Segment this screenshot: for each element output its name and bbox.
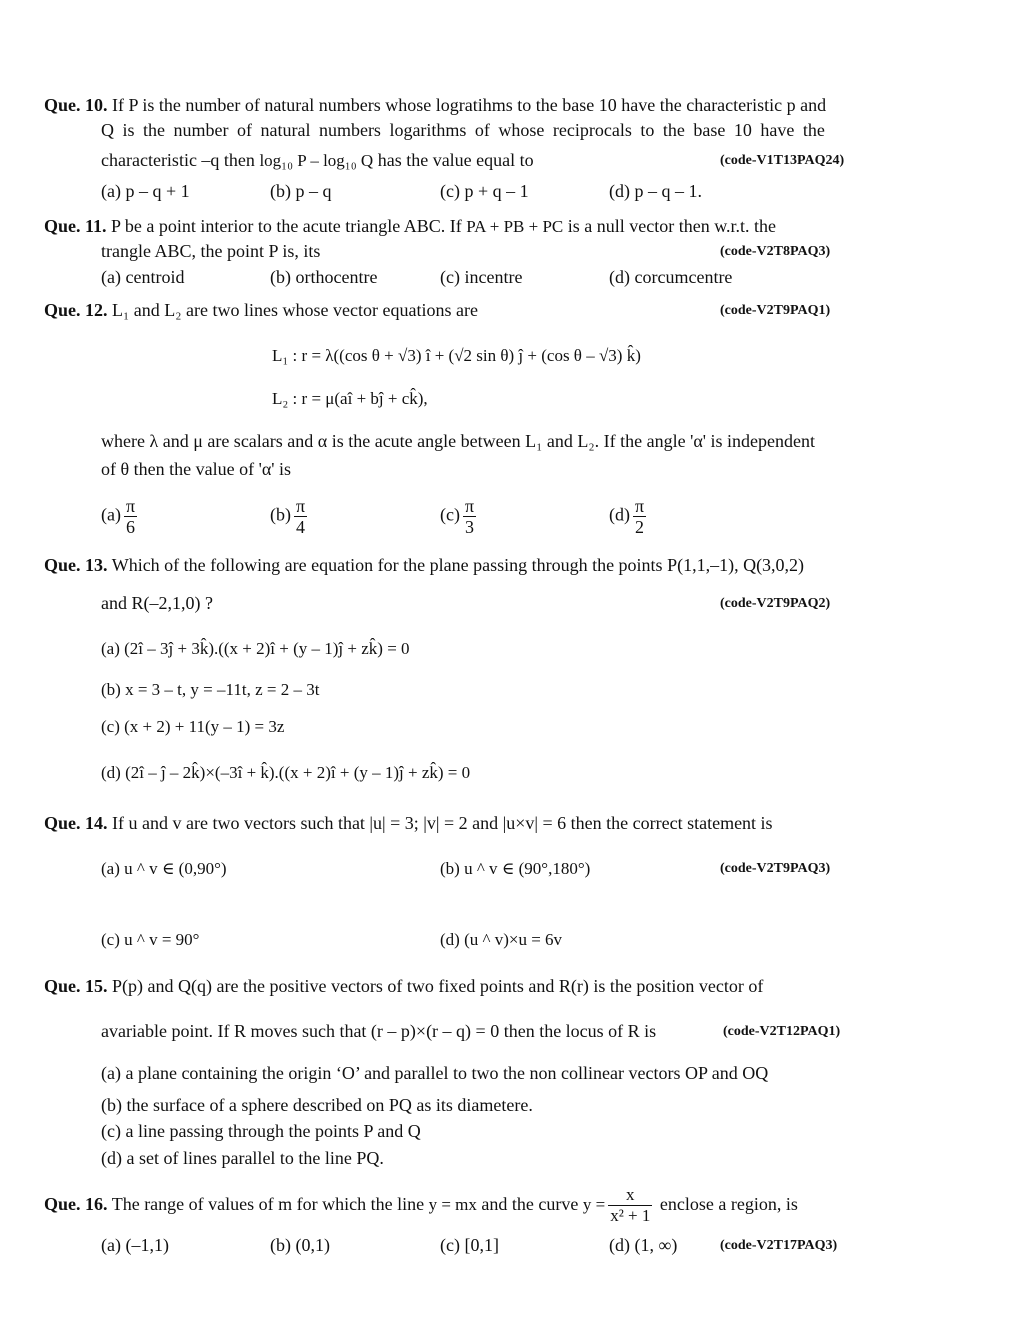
q14-option-d: (d) (u ^ v)×u = 6v xyxy=(440,930,563,949)
q13-option-b: (b) x = 3 – t, y = –11t, z = 2 – 3t xyxy=(101,680,320,699)
q10-code: (code-V1T13PAQ24) xyxy=(720,153,845,168)
q14-code: (code-V2T9PAQ3) xyxy=(720,861,831,876)
q16-code: (code-V2T17PAQ3) xyxy=(720,1238,838,1253)
q10-line2: Q is the number of natural numbers logarithms of whose reciprocals to the base 10 have the xyxy=(101,120,825,140)
q12-line2: where λ and μ are scalars and α is the acute angle between L₁ and L₂. If the angle 'α' is independent xyxy=(101,431,815,451)
q11-option-d: (d) corcumcentre xyxy=(609,267,733,287)
q10-line3: characteristic –q then log₁₀ P – log₁₀ Q has the value equal to xyxy=(101,150,534,170)
q12-label: Que. 12. xyxy=(44,300,108,320)
q12-equation-l2: L₂ : r = μ(aî + bĵ + ck̂), xyxy=(272,389,428,408)
q15-option-b: (b) the surface of a sphere described on PQ as its diametere. xyxy=(101,1095,533,1115)
q12-code: (code-V2T9PAQ1) xyxy=(720,303,831,318)
q11-code: (code-V2T8PAQ3) xyxy=(720,244,831,259)
q12-option-a: (a) $\frac{\pi}{6}$ xyxy=(101,496,136,537)
q11-option-b: (b) orthocentre xyxy=(270,267,378,287)
q12-line1: Que. 12. L₁ and L₂ are two lines whose vector equations are xyxy=(44,300,478,320)
q13-code: (code-V2T9PAQ2) xyxy=(720,596,831,611)
q15-label: Que. 15. xyxy=(44,976,108,996)
q14-option-c: (c) u ^ v = 90° xyxy=(101,930,200,949)
q14-line1: Que. 14. If u and v are two vectors such that |u| = 3; |v| = 2 and |u×v| = 6 then the correct statement is xyxy=(44,813,773,833)
q11-option-c: (c) incentre xyxy=(440,267,523,287)
q11-vector-sum: PA + PB + PC xyxy=(466,217,564,236)
q12-equation-l1: L₁ : r = λ((cos θ + √3) î + (√2 sin θ) ĵ + (cos θ – √3) k̂) xyxy=(272,346,641,365)
q16-label: Que. 16. xyxy=(44,1194,108,1214)
q10-option-c: (c) p + q – 1 xyxy=(440,181,529,201)
q14-option-b: (b) u ^ v ∈ (90°,180°) xyxy=(440,859,591,878)
q11-label: Que. 11. xyxy=(44,216,107,236)
q11-line1: Que. 11. P be a point interior to the acute triangle ABC. If PA + PB + PC is a null vector then w.r.t. the xyxy=(44,216,777,236)
q14-label: Que. 14. xyxy=(44,813,108,833)
q13-line1: Que. 13. Which of the following are equation for the plane passing through the points P(1,1,–1), Q(3,0,2) xyxy=(44,555,805,575)
q10-line1: Que. 10. If P is the number of natural numbers whose logratihms to the base 10 have the characteristic p and xyxy=(44,95,827,115)
q16-option-b: (b) (0,1) xyxy=(270,1235,330,1255)
q10-label: Que. 10. xyxy=(44,95,108,115)
q12-option-c: (c) $\frac{\pi}{3}$ xyxy=(440,496,475,537)
q12-option-d: (d) $\frac{\pi}{2}$ xyxy=(609,496,645,537)
q15-option-a: (a) a plane containing the origin ‘O’ and parallel to two the non collinear vectors OP and OQ xyxy=(101,1063,769,1083)
q15-code: (code-V2T12PAQ1) xyxy=(723,1024,841,1039)
q13-label: Que. 13. xyxy=(44,555,108,575)
q10-option-a: (a) p – q + 1 xyxy=(101,181,190,201)
q12-option-b: (b) $\frac{\pi}{4}$ xyxy=(270,496,306,537)
q10-option-b: (b) p – q xyxy=(270,181,332,201)
q15-option-d: (d) a set of lines parallel to the line PQ. xyxy=(101,1148,384,1168)
q15-line1: Que. 15. P(p) and Q(q) are the positive vectors of two fixed points and R(r) is the position vector of xyxy=(44,976,764,996)
q10-option-d: (d) p – q – 1. xyxy=(609,181,702,201)
q16-curve-fraction: $\frac{x}{\text{x² + 1}}$ xyxy=(610,1185,651,1226)
q13-option-a: (a) (2î – 3ĵ + 3k̂).((x + 2)î + (y – 1)ĵ + zk̂) = 0 xyxy=(101,639,410,658)
q16-option-d: (d) (1, ∞) xyxy=(609,1235,678,1255)
q16-option-c: (c) [0,1] xyxy=(440,1235,499,1255)
q11-line2: trangle ABC, the point P is, its xyxy=(101,241,321,261)
q16-line1: Que. 16. The range of values of m for which the line y = mx and the curve y = $\frac{x}{\text{x² + 1}}$ enclose a region, is xyxy=(44,1185,798,1226)
q13-option-c: (c) (x + 2) + 11(y – 1) = 3z xyxy=(101,717,285,736)
q14-option-a: (a) u ^ v ∈ (0,90°) xyxy=(101,859,227,878)
q16-option-a: (a) (–1,1) xyxy=(101,1235,169,1255)
q13-option-d: (d) (2î – ĵ – 2k̂)×(–3î + k̂).((x + 2)î + (y – 1)ĵ + zk̂) = 0 xyxy=(101,763,471,782)
q11-option-a: (a) centroid xyxy=(101,267,185,287)
q15-line2: avariable point. If R moves such that (r – p)×(r – q) = 0 then the locus of R is xyxy=(101,1021,657,1041)
q15-option-c: (c) a line passing through the points P and Q xyxy=(101,1121,421,1141)
q13-line2: and R(–2,1,0) ? xyxy=(101,593,213,613)
q12-line3: of θ then the value of 'α' is xyxy=(101,459,291,479)
